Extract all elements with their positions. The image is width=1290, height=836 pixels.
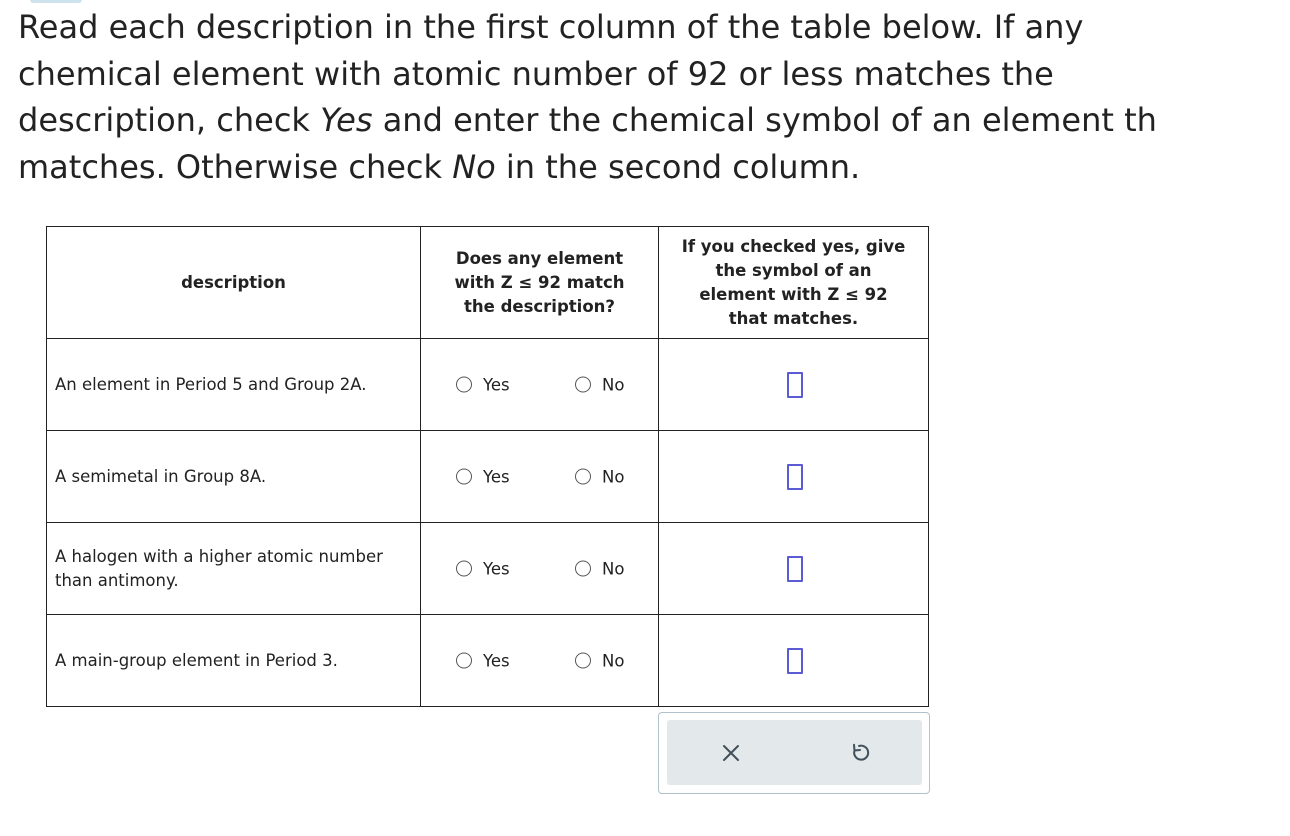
action-panel-inner	[667, 720, 922, 785]
radio-circle-icon[interactable]	[575, 561, 591, 577]
table-header-row	[47, 227, 929, 339]
symbol-input[interactable]	[787, 464, 803, 490]
question-table	[46, 226, 929, 707]
table-row	[47, 523, 929, 615]
symbol-cell	[659, 431, 929, 523]
header-match-line: the description?	[464, 296, 615, 316]
radio-circle-icon[interactable]	[575, 469, 591, 485]
header-symbol-line: If you checked yes, give	[681, 236, 906, 256]
radio-circle-icon[interactable]	[456, 653, 472, 669]
undo-button[interactable]	[841, 735, 877, 771]
radio-circle-icon[interactable]	[575, 377, 591, 393]
header-match	[421, 227, 659, 339]
match-cell	[421, 431, 659, 523]
instructions-line-3	[18, 97, 1290, 144]
symbol-cell	[659, 615, 929, 707]
no-radio[interactable]	[575, 559, 624, 578]
instructions-no-emphasis: No	[452, 147, 496, 186]
symbol-cell	[659, 339, 929, 431]
header-description: description	[47, 227, 421, 339]
instructions-line-2: chemical element with atomic number of 92 or less matches the	[18, 54, 1054, 93]
header-match-line: with Z ≤ 92 match	[454, 272, 625, 292]
no-label: No	[602, 651, 625, 670]
no-label: No	[602, 559, 625, 578]
header-match-line: Does any element	[455, 248, 624, 268]
no-radio[interactable]	[575, 375, 624, 394]
yes-label: Yes	[483, 559, 510, 578]
instructions-text	[18, 4, 1290, 190]
description-cell: An element in Period 5 and Group 2A.	[47, 339, 421, 431]
header-symbol-line: that matches.	[728, 308, 859, 328]
radio-circle-icon[interactable]	[456, 561, 472, 577]
yes-label: Yes	[483, 375, 510, 394]
description-cell: A main-group element in Period 3.	[47, 615, 421, 707]
yes-label: Yes	[483, 651, 510, 670]
table-row	[47, 431, 929, 523]
description-cell: A halogen with a higher atomic number than antimony.	[47, 523, 421, 615]
symbol-input[interactable]	[787, 648, 803, 674]
symbol-input[interactable]	[787, 372, 803, 398]
instructions-text-fragment: matches. Otherwise check	[18, 147, 453, 186]
instructions-text-fragment: description, check	[18, 101, 321, 139]
radio-circle-icon[interactable]	[575, 653, 591, 669]
no-label: No	[602, 375, 625, 394]
yes-radio[interactable]	[456, 559, 510, 578]
yes-radio[interactable]	[456, 375, 510, 394]
match-cell	[421, 523, 659, 615]
header-symbol	[659, 227, 929, 339]
top-tab-indicator	[30, 0, 82, 3]
radio-circle-icon[interactable]	[456, 377, 472, 393]
header-symbol-line: element with Z ≤ 92	[699, 284, 888, 304]
close-icon[interactable]	[722, 744, 740, 762]
instructions-line-4	[18, 144, 1290, 191]
table-row	[47, 339, 929, 431]
table-row	[47, 615, 929, 707]
description-cell: A semimetal in Group 8A.	[47, 431, 421, 523]
no-radio[interactable]	[575, 651, 624, 670]
undo-icon[interactable]	[848, 742, 870, 764]
instructions-yes-emphasis: Yes	[320, 101, 373, 139]
symbol-cell	[659, 523, 929, 615]
symbol-input[interactable]	[787, 556, 803, 582]
instructions-text-fragment: and enter the chemical symbol of an element th	[372, 101, 1157, 139]
no-label: No	[602, 467, 625, 486]
header-symbol-line: the symbol of an	[715, 260, 872, 280]
clear-button[interactable]	[713, 735, 749, 771]
no-radio[interactable]	[575, 467, 624, 486]
radio-circle-icon[interactable]	[456, 469, 472, 485]
instructions-line-1: Read each description in the first column of the table below. If any	[18, 8, 1084, 46]
yes-radio[interactable]	[456, 467, 510, 486]
yes-radio[interactable]	[456, 651, 510, 670]
match-cell	[421, 339, 659, 431]
instructions-text-fragment: in the second column.	[495, 147, 861, 186]
action-panel	[658, 712, 930, 794]
match-cell	[421, 615, 659, 707]
yes-label: Yes	[483, 467, 510, 486]
